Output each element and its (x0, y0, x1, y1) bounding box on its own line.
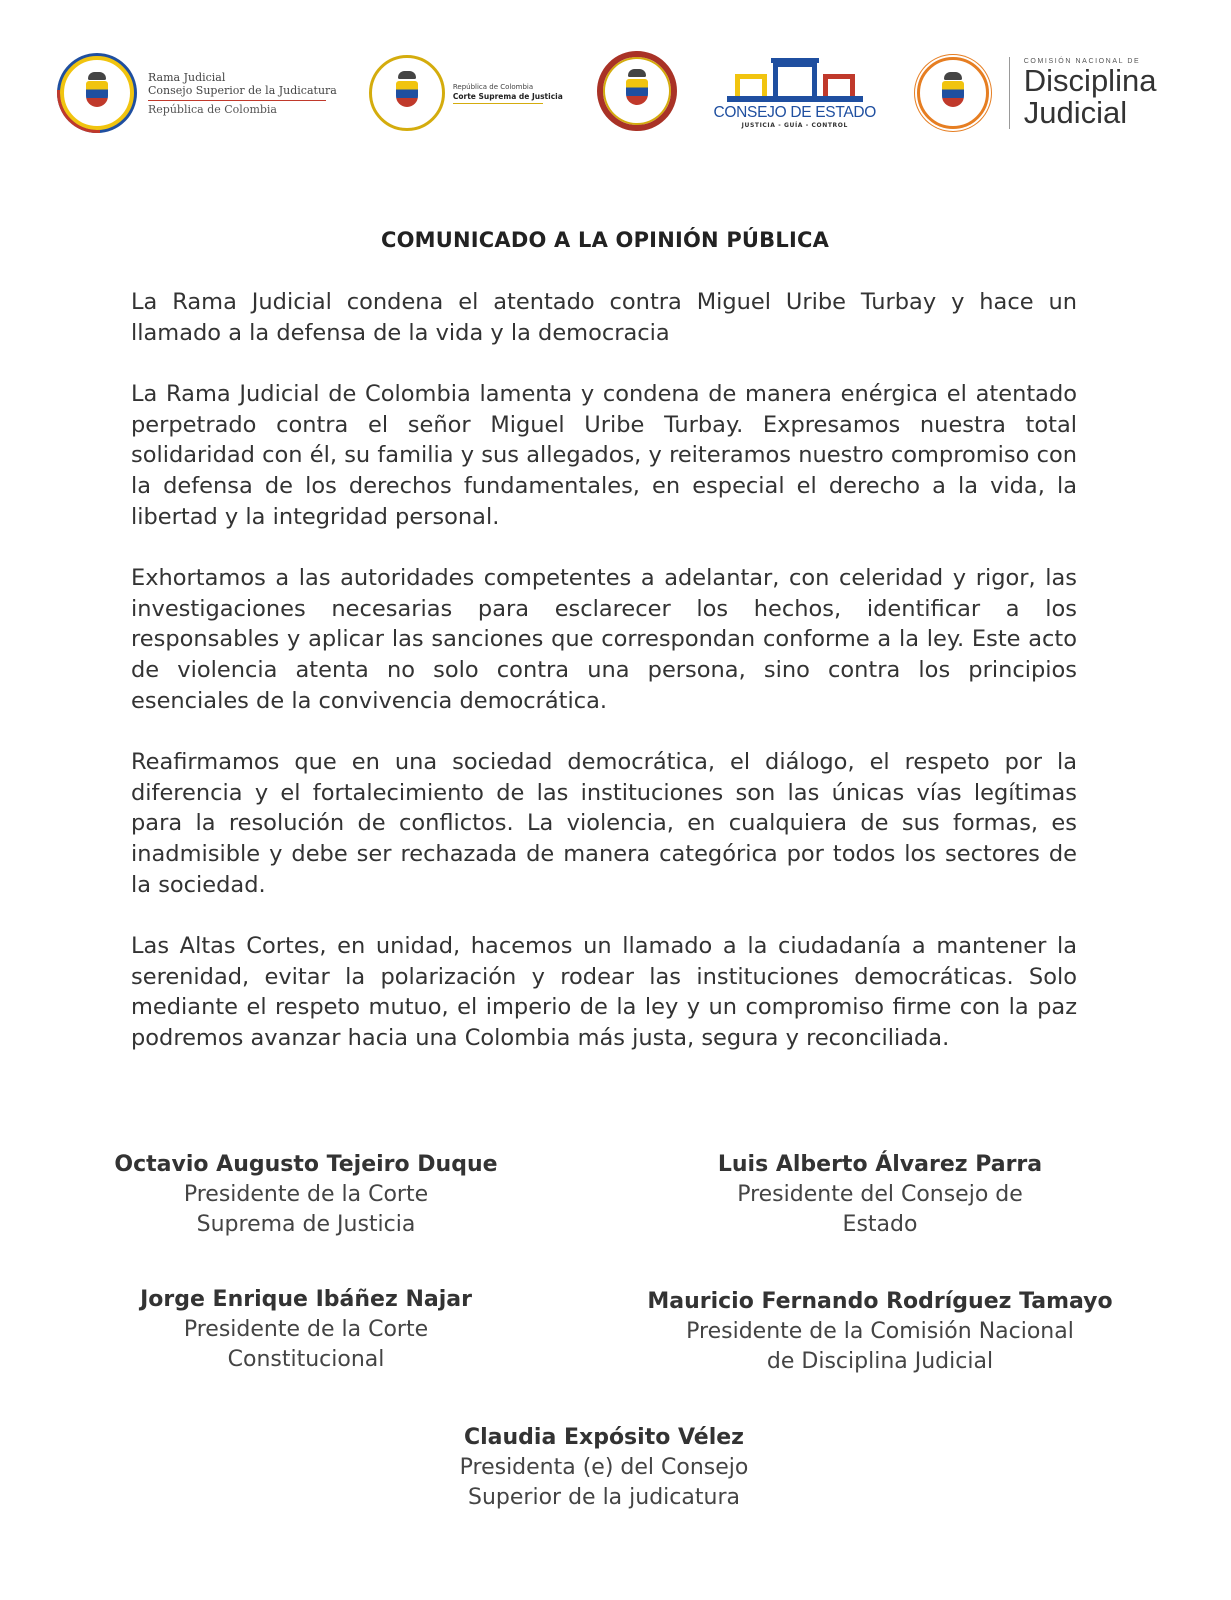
logo1-line1: Rama Judicial (148, 70, 226, 84)
signatory-role: Presidente del Consejo de (737, 1182, 1023, 1207)
paragraph: La Rama Judicial condena el atentado contra Miguel Uribe Turbay y hace un llamado a la defensa de la vida y la democracia (131, 289, 1077, 346)
signatory-role: Presidente de la Corte (183, 1317, 429, 1342)
signatory-role: Presidente de la Corte (183, 1182, 429, 1207)
corte-suprema-logo (369, 55, 563, 131)
signatory-role: Superior de la judicatura (468, 1484, 740, 1510)
signatory-name: Octavio Augusto Tejeiro Duque (114, 1152, 498, 1177)
signature-block (404, 1423, 804, 1512)
signatory-role: Suprema de Justicia (196, 1211, 416, 1237)
disciplina-judicial-logo (917, 57, 1157, 129)
logo5-big1: Disciplina (1023, 62, 1157, 98)
signature-block (680, 1150, 1080, 1239)
signatory-name: Mauricio Fernando Rodríguez Tamayo (647, 1289, 1113, 1314)
logo1-line3: República de Colombia (148, 102, 277, 116)
logo-bar (60, 48, 1170, 138)
divider (1009, 57, 1010, 129)
logo1-line2: Consejo Superior de la Judicatura (148, 83, 337, 97)
signatory-role: Constitucional (227, 1346, 385, 1372)
page-title: COMUNICADO A LA OPINIÓN PÚBLICA (380, 228, 830, 252)
paragraph: Reafirmamos que en una sociedad democrática, el diálogo, el respeto por la diferencia y el fortalecimiento de las instituciones son las únicas vías legítimas para la resolución de conflictos. La violencia, en cualquiera de sus formas, es inadmisible y debe ser rechazada de manera categórica por todos los sectores de la sociedad. (131, 749, 1077, 898)
building-icon (725, 58, 865, 102)
paragraph: La Rama Judicial de Colombia lamenta y condena de manera enérgica el atentado perpetrado contra el señor Miguel Uribe Turbay. Expresamos nuestra total solidaridad con él, su familia y sus allegados, y reiteramos nuestro compromiso con la defensa de los derechos fundamentales, en especial el derecho a la vida, la libertad y la integridad personal. (131, 381, 1077, 530)
signature-block (106, 1285, 506, 1374)
rama-judicial-logo (60, 56, 337, 130)
signatory-name: Jorge Enrique Ibáñez Najar (140, 1287, 472, 1312)
signature-block (630, 1287, 1130, 1376)
signatory-name: Claudia Expósito Vélez (463, 1425, 744, 1450)
signatory-name: Luis Alberto Álvarez Parra (717, 1152, 1043, 1177)
logo5-big2: Judicial (1023, 94, 1128, 130)
logo2-line2: Corte Suprema de Justicia (452, 91, 563, 101)
consejo-de-estado-name: CONSEJO DE ESTADO (713, 103, 877, 121)
signatory-role: Estado (842, 1211, 918, 1237)
constitutional-court-seal-icon (597, 51, 677, 131)
paragraph: Exhortamos a las autoridades competentes a adelantar, con celeridad y rigor, las investigaciones necesarias para esclarecer los hechos, identificar a los responsables y aplicar las sanciones que correspondan conforme a la ley. Este acto de violencia atenta no solo contra una persona, sino contra los principios esenciales de la convivencia democrática. (131, 565, 1077, 714)
paragraph: Las Altas Cortes, en unidad, hacemos un llamado a la ciudadanía a mantener la serenidad, evitar la polarización y rodear las instituciones democráticas. Solo mediante el respeto mutuo, el imperio de la ley y un compromiso firme con la paz podremos avanzar hacia una Colombia más justa, segura y reconciliada. (131, 933, 1077, 1051)
logo5-small: COMISIÓN NACIONAL DE (1023, 57, 1141, 65)
signature-block (106, 1150, 506, 1239)
coat-of-arms-icon (60, 56, 134, 130)
signatory-role: Presidenta (e) del Consejo (459, 1455, 749, 1480)
coat-of-arms-icon (917, 57, 989, 129)
logo2-line1: República de Colombia (452, 82, 534, 91)
signatory-role: de Disciplina Judicial (766, 1348, 994, 1374)
consejo-de-estado-motto: JUSTICIA - GUÍA - CONTROL (741, 121, 848, 129)
coat-of-arms-icon (369, 55, 445, 131)
signatory-role: Presidente de la Comisión Nacional (686, 1319, 1074, 1344)
statement-body (131, 287, 1077, 1084)
consejo-de-estado-logo (715, 58, 875, 129)
corte-constitucional-logo (597, 51, 677, 135)
